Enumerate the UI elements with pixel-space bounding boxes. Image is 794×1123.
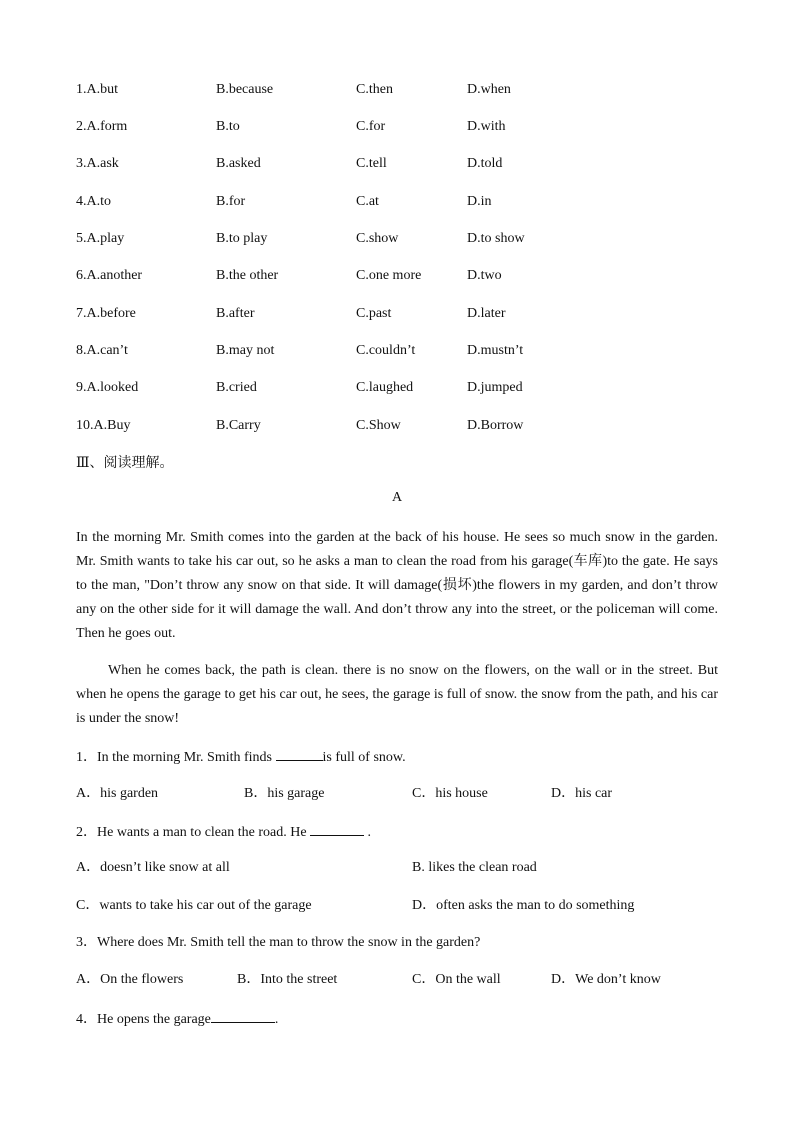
option-a: A．doesn’t like snow at all (76, 860, 230, 875)
option-d: D.with (467, 119, 506, 134)
option-a: 7.A.before (76, 306, 136, 321)
question-4 (76, 1008, 278, 1028)
option-c: C.for (356, 119, 386, 134)
option-c: C.past (356, 306, 392, 321)
option-b: B．his garage (244, 786, 325, 801)
option-a: 10.A.Buy (76, 418, 131, 433)
option-b: B.cried (216, 380, 257, 395)
option-c: C.one more (356, 268, 422, 283)
option-b: B.the other (216, 268, 279, 283)
option-c: C.show (356, 231, 399, 246)
option-a: 1.A.but (76, 82, 118, 97)
question-2 (76, 821, 371, 841)
option-d: D.in (467, 194, 492, 209)
answer-blank (211, 1008, 275, 1023)
option-a: 3.A.ask (76, 156, 119, 171)
option-b: B.to (216, 119, 240, 134)
option-d: D.when (467, 82, 511, 97)
question-3-options (76, 970, 718, 990)
option-d: D.to show (467, 231, 525, 246)
question-4-text: 4．He opens the garage (76, 1012, 211, 1027)
passage-paragraph-2: When he comes back, the path is clean. there is no snow on the flowers, on the wall or in the street. But when he opens the garage to get his car out, he sees, the garage is full of snow. the snow from the path, and his car is under the snow! (76, 663, 718, 726)
option-a: 5.A.play (76, 231, 125, 246)
option-a: 9.A.looked (76, 380, 139, 395)
option-a: A．his garden (76, 786, 159, 801)
option-b: B.because (216, 82, 274, 97)
option-c: C．wants to take his car out of the garage (76, 898, 312, 913)
option-c: C．his house (412, 786, 488, 801)
question-2-options-row-1 (76, 858, 718, 878)
option-c: C.Show (356, 418, 401, 433)
option-d: D.mustn’t (467, 343, 524, 358)
option-a: 8.A.can’t (76, 343, 128, 358)
option-a: 6.A.another (76, 268, 143, 283)
option-a: 4.A.to (76, 194, 111, 209)
question-4-text-end: . (274, 1012, 279, 1027)
passage-paragraph-1: In the morning Mr. Smith comes into the garden at the back of his house. He sees so much snow in the garden. Mr. Smith wants to take his car out, so he asks a man to clean the road from his garage(车库)to the gate. He says to the man, "Don’t throw any snow on that side. It will damage(损坏)the flowers in my garden, and don’t throw any on the other side for it will damage the wall. And don’t throw any into the street, or the policeman will come. Then he goes out. (76, 530, 718, 641)
option-a: A．On the flowers (76, 972, 184, 987)
question-2-text-end: . (364, 825, 372, 840)
option-a: 2.A.form (76, 119, 128, 134)
option-d: D.told (467, 156, 503, 171)
answer-blank (276, 746, 323, 761)
option-b: B.may not (216, 343, 275, 358)
option-c: C.tell (356, 156, 387, 171)
passage-label: A (391, 490, 403, 505)
option-d: D.Borrow (467, 418, 524, 433)
option-b: B.for (216, 194, 246, 209)
option-c: C.then (356, 82, 393, 97)
option-b: B.Carry (216, 418, 261, 433)
option-c: C.couldn’t (356, 343, 416, 358)
question-1-text: 1．In the morning Mr. Smith finds (76, 750, 276, 765)
option-d: D.jumped (467, 380, 523, 395)
option-b: B. likes the clean road (412, 860, 537, 875)
section-heading: Ⅲ、阅读理解。 (76, 456, 174, 471)
question-1-text-end: is full of snow. (322, 750, 406, 765)
answer-blank (310, 821, 364, 836)
option-c: C.laughed (356, 380, 414, 395)
option-d: D．his car (551, 786, 613, 801)
question-1-options (76, 784, 718, 804)
option-c: C.at (356, 194, 379, 209)
question-3: 3．Where does Mr. Smith tell the man to throw the snow in the garden? (76, 935, 481, 950)
option-b: B.after (216, 306, 255, 321)
question-2-text: 2．He wants a man to clean the road. He (76, 825, 311, 840)
option-d: D．often asks the man to do something (412, 898, 635, 913)
option-b: B.to play (216, 231, 268, 246)
option-b: B．Into the street (237, 972, 338, 987)
option-b: B.asked (216, 156, 261, 171)
option-d: D.later (467, 306, 506, 321)
option-c: C．On the wall (412, 972, 501, 987)
option-d: D.two (467, 268, 502, 283)
option-d: D．We don’t know (551, 972, 661, 987)
question-1 (76, 746, 406, 766)
question-2-options-row-2 (76, 896, 718, 916)
